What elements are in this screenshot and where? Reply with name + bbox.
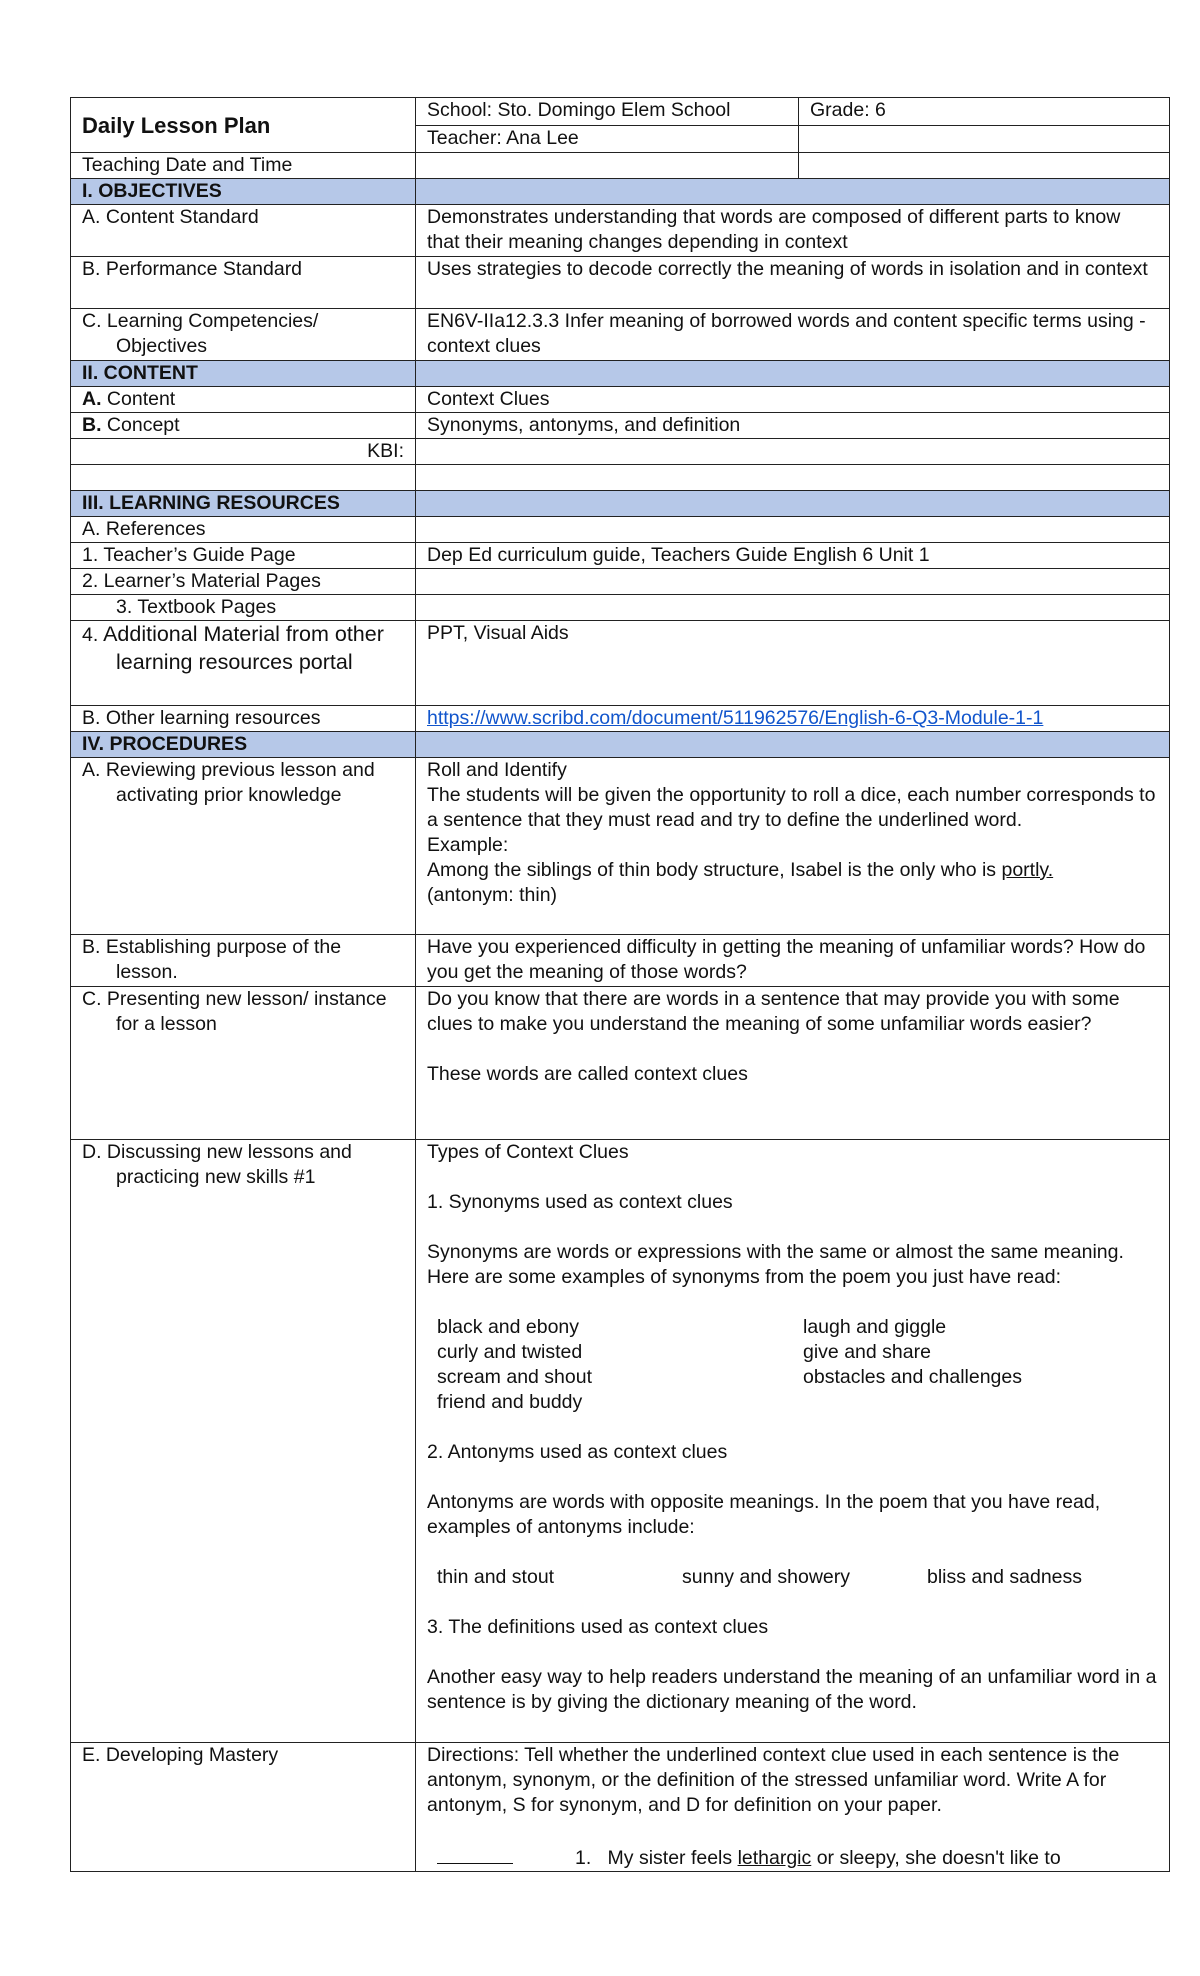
row-label: A. References (71, 517, 416, 543)
definitions-body: Another easy way to help readers understand the meaning of an unfamiliar word in a sentence is by giving the dictionary meaning of the word. (427, 1666, 1157, 1713)
row-label: C. Presenting new lesson/ instance for a lesson (82, 988, 387, 1035)
row-label: D. Discussing new lessons and practicing new skills #1 (82, 1141, 352, 1188)
section-content (71, 361, 1170, 387)
row-label: C. Learning Competencies/ Objectives (82, 310, 319, 357)
content-row: A. Content Context Clues (71, 387, 1170, 413)
row-label: E. Developing Mastery (71, 1743, 416, 1872)
kbi-label: KBI: (71, 439, 416, 465)
row-label: Concept (101, 414, 180, 436)
row-value: Dep Ed curriculum guide, Teachers Guide English 6 Unit 1 (416, 543, 1170, 569)
row-label: 1. Teacher’s Guide Page (71, 543, 416, 569)
antonyms-heading: 2. Antonyms used as context clues (427, 1441, 728, 1463)
date-label: Teaching Date and Time (71, 153, 416, 179)
synonym-pair: give and share (803, 1341, 931, 1363)
row-value: Context Clues (416, 387, 1170, 413)
synonyms-heading: 1. Synonyms used as context clues (427, 1191, 733, 1213)
row-label: A. Reviewing previous lesson and activating prior knowledge (82, 759, 375, 806)
grade-cell: Grade: 6 (799, 98, 1170, 126)
procedure-c-row (71, 987, 1170, 1140)
references-row (71, 517, 1170, 543)
row-label: B. Other learning resources (71, 706, 416, 732)
performance-standard-row (71, 257, 1170, 309)
synonym-right-list (803, 1315, 1158, 1415)
lesson-plan-sheet (70, 97, 1169, 1872)
row-label: Content (101, 388, 176, 410)
exercise-item: 1. My sister feels lethargic or sleepy, she doesn't like to (427, 1843, 1158, 1871)
row-label: A. Content Standard (71, 205, 416, 257)
learners-material-row (71, 569, 1170, 595)
section-objectives (71, 179, 1170, 205)
other-resources-row (71, 706, 1170, 732)
synonym-pair: curly and twisted (437, 1341, 583, 1363)
types-title: Types of Context Clues (427, 1141, 629, 1163)
procedure-a-row (71, 758, 1170, 935)
row-value: PPT, Visual Aids (416, 621, 1170, 706)
antonym-examples (427, 1565, 1158, 1590)
definitions-heading: 3. The definitions used as context clues (427, 1616, 769, 1638)
activity-title: Roll and Identify (427, 759, 567, 781)
additional-material-row: 4. Additional Material from other learning resources portal PPT, Visual Aids (71, 621, 1170, 706)
answer-blank[interactable] (437, 1843, 513, 1864)
antonym-pair: bliss and sadness (927, 1566, 1083, 1588)
synonym-pair: black and ebony (437, 1316, 580, 1338)
date-row (71, 153, 1170, 179)
synonym-left-list (437, 1315, 803, 1415)
procedure-d-row (71, 1140, 1170, 1743)
row-label: B. Establishing purpose of the lesson. (82, 936, 342, 983)
synonyms-body: Synonyms are words or expressions with the same or almost the same meaning. Here are some examples of synonyms from the poem you just have read: (427, 1241, 1124, 1288)
row-value: EN6V-IIa12.3.3 Infer meaning of borrowed words and content specific terms using -context clues (416, 309, 1170, 361)
synonym-examples (427, 1315, 1158, 1415)
directions: Directions: Tell whether the underlined context clue used in each sentence is the antonym, synonym, or the definition of the stressed unfamiliar word. Write A for antonym, S for synonym, and D for definition on your paper. (427, 1744, 1120, 1816)
row-label: 2. Learner’s Material Pages (71, 569, 416, 595)
row-label: B. Performance Standard (71, 257, 416, 309)
procedure-e-row (71, 1743, 1170, 1872)
antonyms-body: Antonyms are words with opposite meanings. In the poem that you have read, examples of antonyms include: (427, 1491, 1101, 1538)
textbook-row (71, 595, 1170, 621)
antonym-pair: thin and stout (437, 1566, 555, 1588)
row-note: These words are called context clues (427, 1063, 748, 1085)
content-standard-row (71, 205, 1170, 257)
concept-row: B. Concept Synonyms, antonyms, and definition (71, 413, 1170, 439)
section-heading: I. OBJECTIVES (71, 179, 416, 205)
row-label: Additional Material from other learning resources portal (103, 622, 384, 674)
section-heading: II. CONTENT (71, 361, 416, 387)
underlined-word: portly. (1001, 859, 1054, 881)
section-heading: III. LEARNING RESOURCES (71, 491, 416, 517)
kbi-row (71, 439, 1170, 465)
section-resources (71, 491, 1170, 517)
row-value: Synonyms, antonyms, and definition (416, 413, 1170, 439)
example-label: Example: (427, 834, 509, 856)
teacher-cell: Teacher: Ana Lee (416, 126, 799, 153)
page-title: Daily Lesson Plan (71, 98, 416, 153)
underlined-word: lethargic (737, 1847, 812, 1869)
antonym-pair: sunny and showery (682, 1566, 851, 1588)
lesson-plan-table (70, 97, 1170, 1872)
section-heading: IV. PROCEDURES (71, 732, 416, 758)
procedure-b-row (71, 935, 1170, 987)
time-value (799, 153, 1170, 179)
synonym-pair: friend and buddy (437, 1391, 583, 1413)
empty-cell (799, 126, 1170, 153)
header-row (71, 98, 1170, 126)
competencies-row (71, 309, 1170, 361)
blank-row (71, 465, 1170, 491)
example-sentence: Among the siblings of thin body structure, Isabel is the only who is portly. (427, 859, 1054, 881)
row-value: Have you experienced difficulty in getting the meaning of unfamiliar words? How do you get the meaning of those words? (416, 935, 1170, 987)
section-procedures (71, 732, 1170, 758)
row-label: 3. Textbook Pages (71, 595, 416, 621)
row-value: Do you know that there are words in a sentence that may provide you with some clues to make you understand the meaning of some unfamiliar words easier? (427, 988, 1120, 1035)
activity-body: The students will be given the opportunity to roll a dice, each number corresponds to a sentence that they must read and try to define the underlined word. (427, 784, 1156, 831)
synonym-pair: scream and shout (437, 1366, 593, 1388)
school-cell: School: Sto. Domingo Elem School (416, 98, 799, 126)
row-value: Demonstrates understanding that words are composed of different parts to know that their meaning changes depending in context (416, 205, 1170, 257)
row-value: Uses strategies to decode correctly the meaning of words in isolation and in context (416, 257, 1170, 309)
resource-link[interactable]: https://www.scribd.com/document/511962576/English-6-Q3-Module-1-1 (427, 707, 1044, 729)
teachers-guide-row (71, 543, 1170, 569)
date-value (416, 153, 799, 179)
synonym-pair: laugh and giggle (803, 1316, 947, 1338)
synonym-pair: obstacles and challenges (803, 1366, 1022, 1388)
example-note: (antonym: thin) (427, 884, 558, 906)
